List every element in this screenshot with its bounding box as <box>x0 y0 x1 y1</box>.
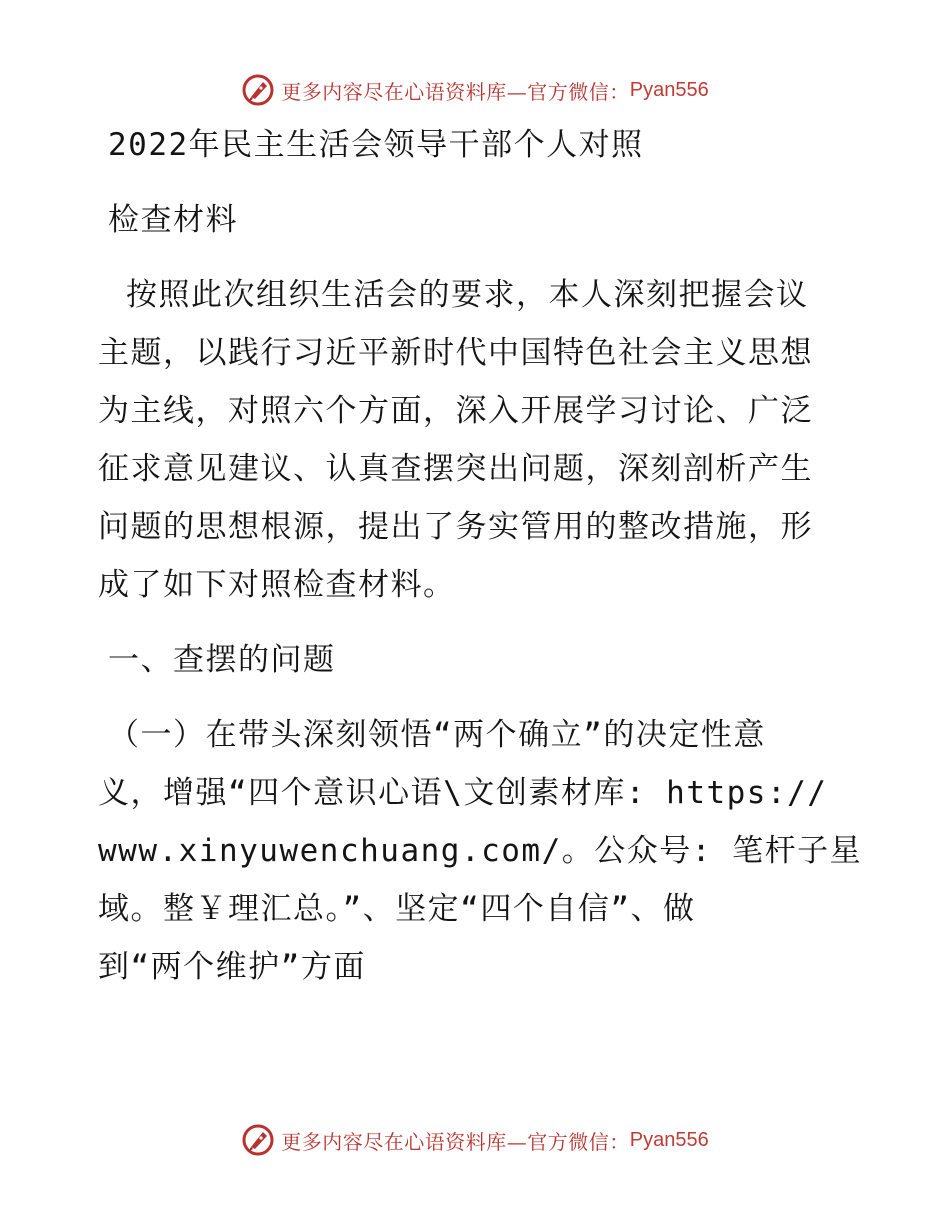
intro-paragraph-line: 主题，以践行习近平新时代中国特色社会主义思想 <box>98 335 813 371</box>
pen-nib-circle-logo-icon <box>241 73 275 107</box>
intro-paragraph-line: 为主线，对照六个方面，深入开展学习讨论、广泛 <box>98 393 813 429</box>
subsection-line: 义，增强“四个意识心语\文创素材库: https:// <box>98 775 828 811</box>
subsection-line: （一）在带头深刻领悟“两个确立”的决定性意 <box>108 717 766 753</box>
subsection-line: www.xinyuwenchuang.com/。公众号: 笔杆子星 <box>98 833 863 869</box>
footer-watermark <box>0 1120 950 1160</box>
watermark-text: 更多内容尽在心语资料库—官方微信： <box>281 79 630 104</box>
section-heading: 一、查摆的问题 <box>108 642 336 678</box>
subsection-line: 到“两个维护”方面 <box>98 949 366 985</box>
watermark-text: 更多内容尽在心语资料库—官方微信： <box>281 1129 630 1154</box>
intro-paragraph-line: 成了如下对照检查材料。 <box>98 567 456 603</box>
header-watermark <box>0 70 950 110</box>
intro-paragraph-line: 问题的思想根源，提出了务实管用的整改措施，形 <box>98 509 813 545</box>
subsection-line: 域。整￥理汇总。”、坚定“四个自信”、做 <box>98 891 696 927</box>
document-title-line-2: 检查材料 <box>108 202 238 238</box>
watermark-wechat-id: Pyan556 <box>629 1128 709 1151</box>
document-title-line-1: 2022年民主生活会领导干部个人对照 <box>108 127 644 163</box>
intro-paragraph-line: 按照此次组织生活会的要求，本人深刻把握会议 <box>126 277 809 313</box>
watermark-wechat-id: Pyan556 <box>629 78 709 101</box>
pen-nib-circle-logo-icon <box>241 1123 275 1157</box>
intro-paragraph-line: 征求意见建议、认真查摆突出问题，深刻剖析产生 <box>98 451 813 487</box>
